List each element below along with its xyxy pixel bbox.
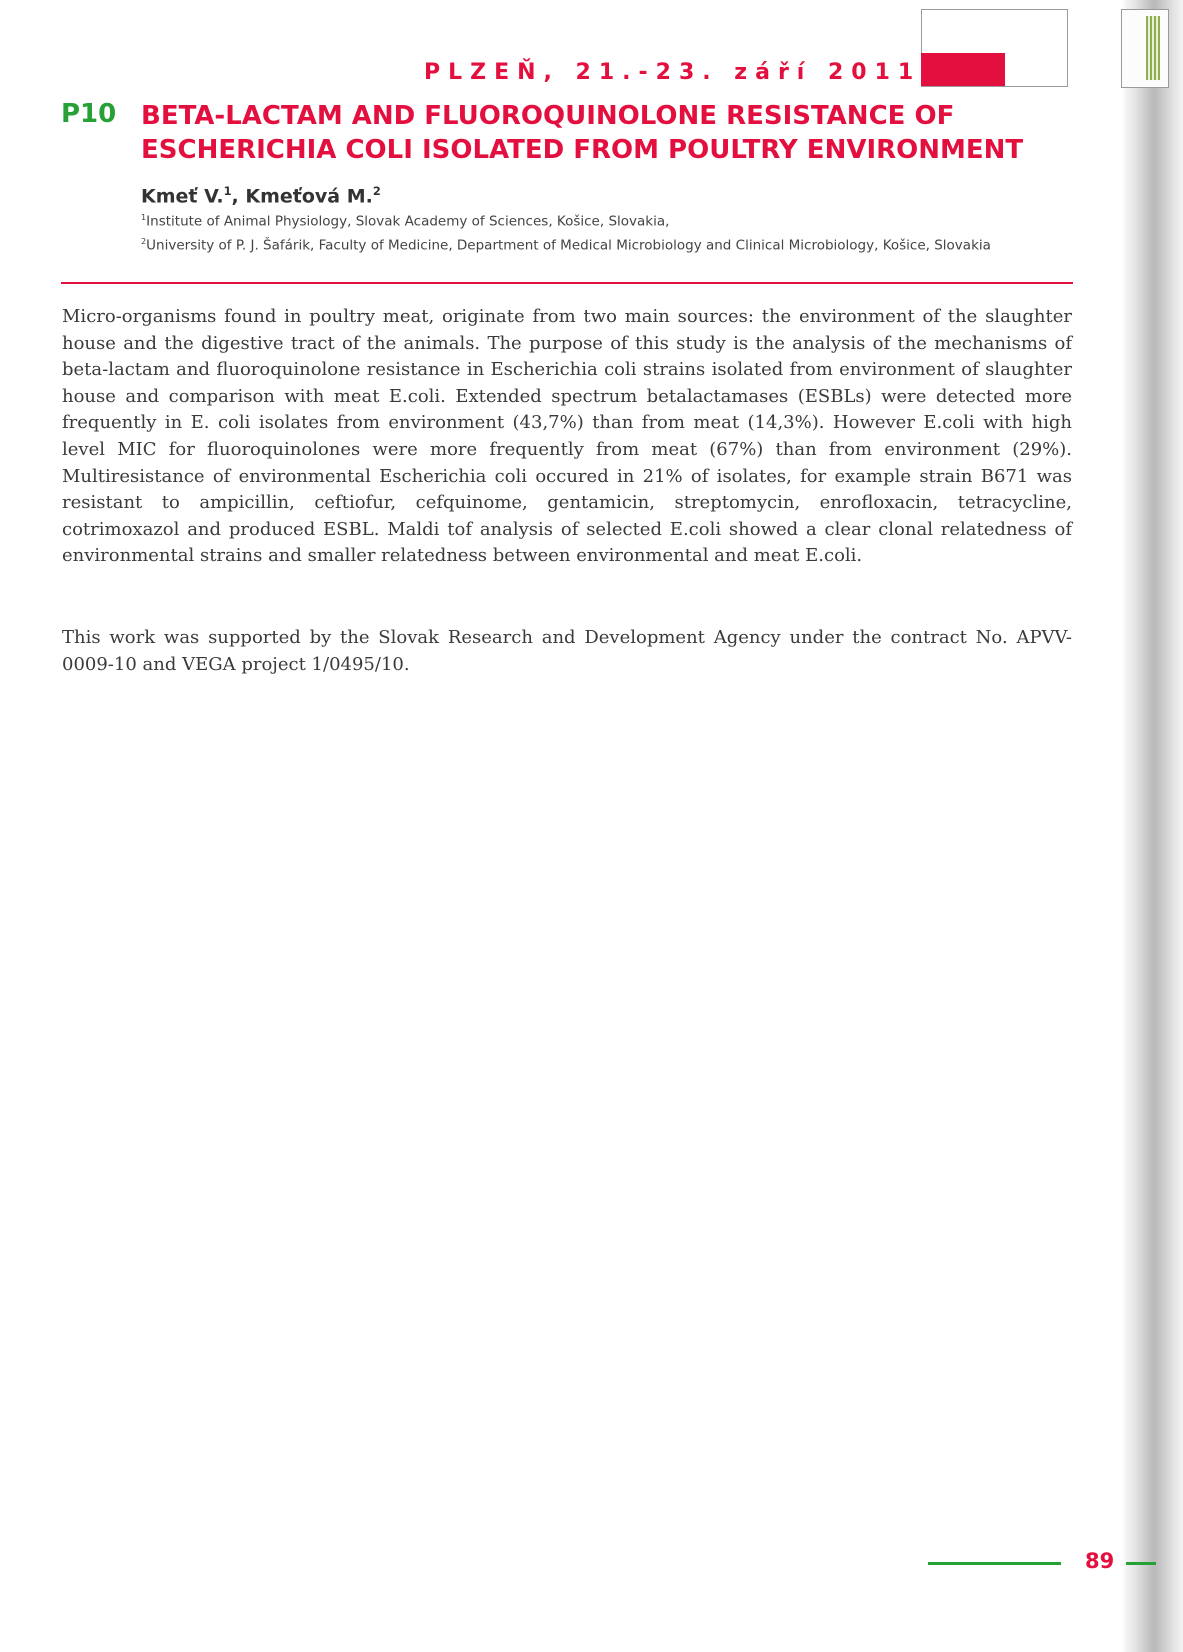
paper-title: BETA-LACTAM AND FLUOROQUINOLONE RESISTANCE OF ESCHERICHIA COLI ISOLATED FROM POULTRY ENVIRONMENT xyxy=(141,101,1024,165)
binding-tab xyxy=(1121,9,1169,88)
author-sup: 2 xyxy=(372,184,381,198)
affiliation-text: University of P. J. Šafárik, Faculty of Medicine, Department of Medical Microbiology and Clinical Microbiology, Košice, Slovakia xyxy=(146,237,991,254)
acknowledgement-paragraph: This work was supported by the Slovak Research and Development Agency under the contract No. APVV-0009-10 and VEGA project 1/0495/10. xyxy=(62,627,1072,675)
conference-header: PLZEŇ, 21.-23. září 2011 xyxy=(424,60,922,85)
abstract-paragraph: Micro-organisms found in poultry meat, originate from two main sources: the environment of the slaughter house and the digestive tract of the animals. The purpose of this study is the analysis of the mechanisms of beta-lactam and fluoroquinolone resistance in Escherichia coli strains isolated from environment of slaughter house and comparison with meat E.coli. Extended spectrum betalactamases (ESBLs) were detected more frequently in E. coli isolates from environment (43,7%) than from meat (14,3%). However E.coli with high level MIC for fluoroquinolones were more frequently from meat (67%) than from environment (29%). Multiresistance of environmental Escherichia coli occured in 21% of isolates, for example strain B671 was resistant to ampicillin, ceftiofur, cefquinome, gentamicin, streptomycin, enrofloxacin, tetracycline, cotrimoxazol and produced ESBL. Maldi tof analysis of selected E.coli showed a clear clonal relatedness of environmental strains and smaller relatedness between environmental and meat E.coli. xyxy=(62,306,1072,567)
paper-id: P10 xyxy=(61,99,117,129)
affiliation-2 xyxy=(141,233,1081,255)
author-name: Kmeťová M. xyxy=(245,185,373,208)
header-divider xyxy=(61,282,1073,284)
author-sup: 1 xyxy=(223,184,232,198)
authors: Kmeť V.$^1$, Kmeťová M.$^2$ xyxy=(141,184,381,208)
footer-green-tick xyxy=(1126,1562,1156,1565)
author-name: Kmeť V. xyxy=(141,185,224,208)
footer-green-line xyxy=(928,1562,1061,1565)
affiliation-text: Institute of Animal Physiology, Slovak Academy of Sciences, Košice, Slovakia, xyxy=(146,213,670,230)
affiliation-sup: 1 xyxy=(141,212,147,222)
affiliation-1 xyxy=(141,209,1081,231)
page-binding-edge xyxy=(1122,0,1183,1652)
affiliation-sup: 2 xyxy=(141,236,147,246)
page-number: 89 xyxy=(1085,1549,1115,1573)
header-red-block xyxy=(921,53,1005,86)
